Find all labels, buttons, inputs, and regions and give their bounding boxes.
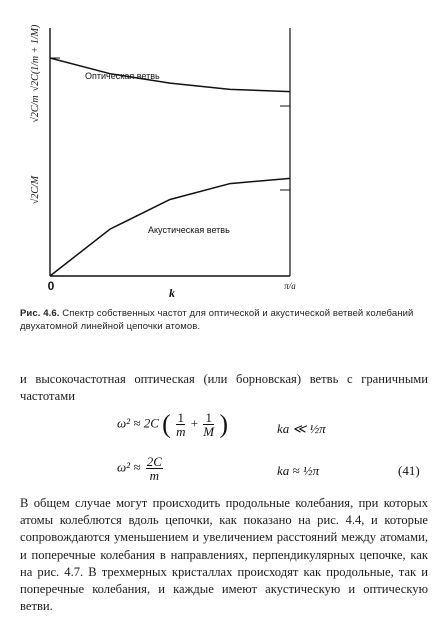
equation-1 <box>117 411 228 438</box>
acoustic-branch-label: Акустическая ветвь <box>148 225 230 235</box>
x-tick-label-pi-a: π/a <box>284 281 296 291</box>
eq1-frac-1-M: $\frac{1}{M}$ <box>203 410 215 439</box>
eq1-lhs: ω² ≈ 2C <box>117 415 159 431</box>
eq2-frac-2C-m: $\frac{2C}{m}$ <box>146 454 162 483</box>
eq1-condition: ka ≪ ½π <box>277 421 326 436</box>
y-tick-label-mid: √2C/m <box>30 95 41 123</box>
caption-label: Рис. 4.6. <box>20 308 60 319</box>
equation-number: (41) <box>398 463 420 478</box>
caption-text: Спектр собственных частот для оптической и акустической ветвей колебаний двухатомной линейной цепочки атомов. <box>20 308 414 332</box>
x-tick-label-zero: 0 <box>47 279 55 293</box>
dispersion-figure <box>0 0 444 300</box>
eq2-condition: ka ≈ ½π <box>277 463 320 478</box>
intro-paragraph: и высокочастотная оптическая (или борновская) ветвь с граничными частотами <box>20 372 428 404</box>
x-axis-label: k <box>169 286 175 300</box>
eq2-lhs: ω² ≈ <box>117 459 141 475</box>
eq1-paren-open: ( <box>162 409 171 439</box>
y-tick-label-top: √2C(1/m + 1/M) <box>30 24 41 92</box>
figure-caption <box>20 307 425 333</box>
y-tick-label-low: √2C/M <box>30 175 41 205</box>
body-paragraph: В общем случае могут происходить продольные колебания, при которых атомы колеблются вдоль цепочки, как показано на рис. 4.4, и которые сопровождаются уменьшением и увеличением расстояний между атомами, и поперечные колебания в направлениях, перпендикулярных цепочке, как на рис. 4.7. В трехмерных кристаллах происходят как продольные, так и поперечные колебания, и каждые имеют акустическую и оптическую ветви. <box>20 496 428 614</box>
eq1-plus: + <box>190 415 199 431</box>
eq1-paren-close: ) <box>219 409 229 439</box>
optical-branch-label: Оптическая ветвь <box>85 71 160 81</box>
eq1-frac-1-m: $\frac{1}{m}$ <box>176 410 186 439</box>
equation-2 <box>117 455 165 482</box>
